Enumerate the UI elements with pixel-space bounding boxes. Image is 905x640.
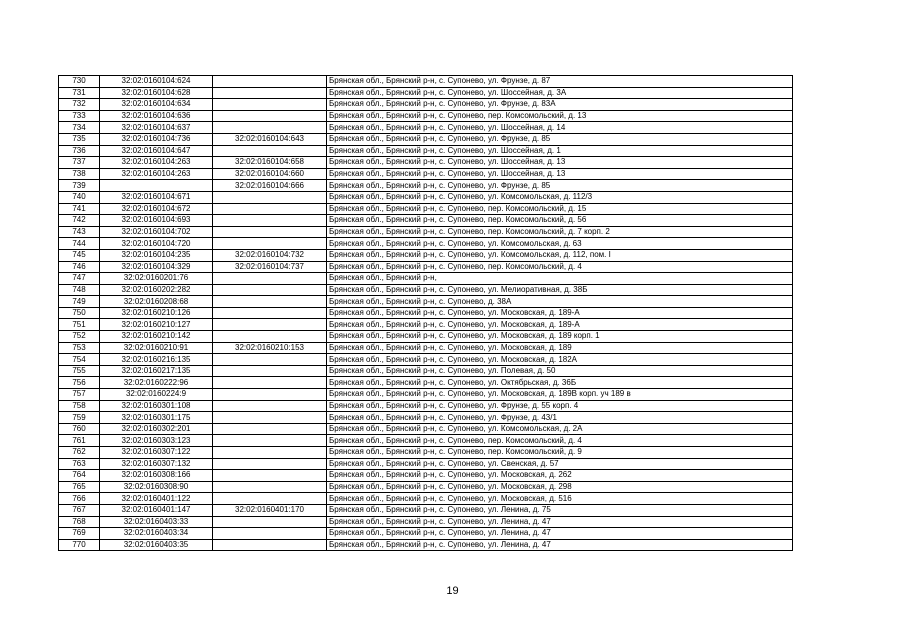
sub-cadastral-number [213,238,327,250]
table-row [59,377,793,389]
row-number: 737 [59,157,100,169]
row-number: 753 [59,342,100,354]
sub-cadastral-number: 32:02:0160104:737 [213,261,327,273]
row-number: 746 [59,261,100,273]
sub-cadastral-number [213,191,327,203]
row-number: 760 [59,423,100,435]
table-row [59,539,793,551]
table-row [59,470,793,482]
row-number: 739 [59,180,100,192]
sub-cadastral-number [213,389,327,401]
table-row [59,331,793,343]
row-number: 756 [59,377,100,389]
row-number: 743 [59,226,100,238]
cadastral-number: 32:02:0160210:91 [100,342,213,354]
table-row [59,284,793,296]
sub-cadastral-number [213,319,327,331]
address: Брянская обл., Брянский р-н, с. Супонево, пер. Комсомольский, д. 13 [327,110,793,122]
sub-cadastral-number [213,76,327,88]
table-row [59,261,793,273]
row-number: 738 [59,168,100,180]
table-row [59,435,793,447]
table-row [59,110,793,122]
table-row [59,504,793,516]
cadastral-number: 32:02:0160216:135 [100,354,213,366]
table-row [59,412,793,424]
table-row [59,307,793,319]
sub-cadastral-number: 32:02:0160104:660 [213,168,327,180]
table-body [59,76,793,551]
sub-cadastral-number [213,528,327,540]
sub-cadastral-number [213,215,327,227]
cadastral-number: 32:02:0160104:636 [100,110,213,122]
table-row [59,400,793,412]
row-number: 762 [59,447,100,459]
table-row [59,354,793,366]
table-row [59,296,793,308]
sub-cadastral-number [213,377,327,389]
cadastral-number: 32:02:0160401:122 [100,493,213,505]
table-row [59,319,793,331]
table-row [59,215,793,227]
address: Брянская обл., Брянский р-н, с. Супонево, пер. Комсомольский, д. 7 корп. 2 [327,226,793,238]
table-row [59,447,793,459]
sub-cadastral-number [213,203,327,215]
address: Брянская обл., Брянский р-н, с. Супонево, ул. Мелиоративная, д. 38Б [327,284,793,296]
table-row [59,273,793,285]
address: Брянская обл., Брянский р-н, с. Супонево, ул. Ленина, д. 47 [327,516,793,528]
address: Брянская обл., Брянский р-н, с. Супонево, ул. Шоссейная, д. 1 [327,145,793,157]
address: Брянская обл., Брянский р-н, с. Супонево, ул. Московская, д. 298 [327,481,793,493]
cadastral-number: 32:02:0160104:693 [100,215,213,227]
address: Брянская обл., Брянский р-н, с. Супонево, д. 38А [327,296,793,308]
address: Брянская обл., Брянский р-н, с. Супонево, ул. Ленина, д. 75 [327,504,793,516]
cadastral-number: 32:02:0160208:68 [100,296,213,308]
row-number: 765 [59,481,100,493]
sub-cadastral-number [213,273,327,285]
table-row [59,516,793,528]
address: Брянская обл., Брянский р-н, с. Супонево, ул. Шоссейная, д. 13 [327,157,793,169]
row-number: 764 [59,470,100,482]
cadastral-number: 32:02:0160210:127 [100,319,213,331]
cadastral-number: 32:02:0160104:647 [100,145,213,157]
table-row [59,168,793,180]
table-row [59,76,793,88]
table-row [59,365,793,377]
sub-cadastral-number: 32:02:0160210:153 [213,342,327,354]
row-number: 736 [59,145,100,157]
address: Брянская обл., Брянский р-н, с. Супонево, ул. Комсомольская, д. 112/3 [327,191,793,203]
row-number: 733 [59,110,100,122]
sub-cadastral-number [213,145,327,157]
sub-cadastral-number [213,296,327,308]
table-row [59,203,793,215]
address: Брянская обл., Брянский р-н, с. Супонево, ул. Фрунзе, д. 87 [327,76,793,88]
cadastral-number: 32:02:0160104:624 [100,76,213,88]
table-row [59,458,793,470]
row-number: 749 [59,296,100,308]
address: Брянская обл., Брянский р-н, с. Супонево, ул. Октябрьская, д. 36Б [327,377,793,389]
address: Брянская обл., Брянский р-н, с. Супонево, ул. Фрунзе, д. 85 [327,133,793,145]
address: Брянская обл., Брянский р-н, с. Супонево, ул. Шоссейная, д. 3А [327,87,793,99]
address: Брянская обл., Брянский р-н, с. Супонево, ул. Комсомольская, д. 63 [327,238,793,250]
table-row [59,226,793,238]
table-row [59,191,793,203]
cadastral-number: 32:02:0160104:263 [100,168,213,180]
sub-cadastral-number [213,412,327,424]
address: Брянская обл., Брянский р-н, с. Супонево, ул. Свенская, д. 57 [327,458,793,470]
row-number: 747 [59,273,100,285]
cadastral-number: 32:02:0160104:235 [100,249,213,261]
cadastral-number: 32:02:0160308:166 [100,470,213,482]
address: Брянская обл., Брянский р-н, с. Супонево, ул. Полевая, д. 50 [327,365,793,377]
table-row [59,87,793,99]
cadastral-number: 32:02:0160104:263 [100,157,213,169]
cadastral-number: 32:02:0160201:76 [100,273,213,285]
sub-cadastral-number [213,435,327,447]
cadastral-number: 32:02:0160308:90 [100,481,213,493]
cadastral-number: 32:02:0160301:175 [100,412,213,424]
cadastral-number: 32:02:0160104:637 [100,122,213,134]
row-number: 741 [59,203,100,215]
page-number: 19 [446,585,459,597]
address: Брянская обл., Брянский р-н, с. Супонево, ул. Комсомольская, д. 112, пом. I [327,249,793,261]
cadastral-number: 32:02:0160403:33 [100,516,213,528]
address: Брянская обл., Брянский р-н, с. Супонево, ул. Фрунзе, д. 43/1 [327,412,793,424]
row-number: 768 [59,516,100,528]
row-number: 759 [59,412,100,424]
row-number: 751 [59,319,100,331]
row-number: 750 [59,307,100,319]
table-row [59,238,793,250]
sub-cadastral-number [213,354,327,366]
address: Брянская обл., Брянский р-н, с. Супонево, ул. Московская, д. 189-А [327,307,793,319]
row-number: 769 [59,528,100,540]
cadastral-number: 32:02:0160302:201 [100,423,213,435]
sub-cadastral-number [213,516,327,528]
address: Брянская обл., Брянский р-н, с. Супонево, ул. Шоссейная, д. 13 [327,168,793,180]
address: Брянская обл., Брянский р-н, с. Супонево, ул. Московская, д. 189-А [327,319,793,331]
cadastral-number: 32:02:0160217:135 [100,365,213,377]
row-number: 767 [59,504,100,516]
cadastral-number: 32:02:0160104:329 [100,261,213,273]
sub-cadastral-number [213,447,327,459]
row-number: 766 [59,493,100,505]
cadastral-number: 32:02:0160307:132 [100,458,213,470]
row-number: 742 [59,215,100,227]
sub-cadastral-number: 32:02:0160104:658 [213,157,327,169]
address: Брянская обл., Брянский р-н, с. Супонево, ул. Московская, д. 182А [327,354,793,366]
address: Брянская обл., Брянский р-н, с. Супонево, ул. Московская, д. 189В корп. уч 189 в [327,389,793,401]
sub-cadastral-number [213,284,327,296]
table-row [59,157,793,169]
row-number: 763 [59,458,100,470]
table-row [59,342,793,354]
sub-cadastral-number [213,122,327,134]
cadastral-number: 32:02:0160210:142 [100,331,213,343]
address: Брянская обл., Брянский р-н, [327,273,793,285]
table-row [59,528,793,540]
cadastral-number: 32:02:0160307:122 [100,447,213,459]
cadastral-number: 32:02:0160401:147 [100,504,213,516]
sub-cadastral-number: 32:02:0160104:666 [213,180,327,192]
sub-cadastral-number [213,365,327,377]
address: Брянская обл., Брянский р-н, с. Супонево, ул. Ленина, д. 47 [327,539,793,551]
cadastral-number: 32:02:0160104:672 [100,203,213,215]
sub-cadastral-number: 32:02:0160104:732 [213,249,327,261]
table-row [59,145,793,157]
address: Брянская обл., Брянский р-н, с. Супонево, ул. Московская, д. 189 [327,342,793,354]
table-row [59,249,793,261]
sub-cadastral-number [213,539,327,551]
table-row [59,481,793,493]
cadastral-number: 32:02:0160301:108 [100,400,213,412]
cadastral-number [100,180,213,192]
address: Брянская обл., Брянский р-н, с. Супонево, пер. Комсомольский, д. 56 [327,215,793,227]
address: Брянская обл., Брянский р-н, с. Супонево, ул. Фрунзе, д. 83А [327,99,793,111]
address: Брянская обл., Брянский р-н, с. Супонево, ул. Московская, д. 516 [327,493,793,505]
address: Брянская обл., Брянский р-н, с. Супонево, ул. Московская, д. 262 [327,470,793,482]
row-number: 757 [59,389,100,401]
address: Брянская обл., Брянский р-н, с. Супонево, ул. Фрунзе, д. 55 корп. 4 [327,400,793,412]
sub-cadastral-number [213,99,327,111]
row-number: 770 [59,539,100,551]
sub-cadastral-number: 32:02:0160104:643 [213,133,327,145]
table-row [59,389,793,401]
cadastral-number: 32:02:0160104:634 [100,99,213,111]
address: Брянская обл., Брянский р-н, с. Супонево, пер. Комсомольский, д. 15 [327,203,793,215]
sub-cadastral-number [213,423,327,435]
sub-cadastral-number: 32:02:0160401:170 [213,504,327,516]
row-number: 731 [59,87,100,99]
table-row [59,99,793,111]
sub-cadastral-number [213,110,327,122]
row-number: 758 [59,400,100,412]
sub-cadastral-number [213,458,327,470]
table-row [59,493,793,505]
row-number: 734 [59,122,100,134]
sub-cadastral-number [213,226,327,238]
table-row [59,122,793,134]
row-number: 735 [59,133,100,145]
sub-cadastral-number [213,331,327,343]
cadastral-number: 32:02:0160403:34 [100,528,213,540]
cadastral-number: 32:02:0160403:35 [100,539,213,551]
cadastral-number: 32:02:0160104:736 [100,133,213,145]
row-number: 752 [59,331,100,343]
cadastral-number: 32:02:0160224:9 [100,389,213,401]
address: Брянская обл., Брянский р-н, с. Супонево, ул. Фрунзе, д. 85 [327,180,793,192]
cadastral-table [58,75,793,551]
row-number: 754 [59,354,100,366]
row-number: 761 [59,435,100,447]
cadastral-number: 32:02:0160104:628 [100,87,213,99]
sub-cadastral-number [213,493,327,505]
sub-cadastral-number [213,481,327,493]
cadastral-number: 32:02:0160210:126 [100,307,213,319]
cadastral-number: 32:02:0160222:96 [100,377,213,389]
address: Брянская обл., Брянский р-н, с. Супонево, пер. Комсомольский, д. 4 [327,435,793,447]
row-number: 744 [59,238,100,250]
cadastral-number: 32:02:0160202:282 [100,284,213,296]
row-number: 732 [59,99,100,111]
table-row [59,423,793,435]
sub-cadastral-number [213,307,327,319]
row-number: 755 [59,365,100,377]
cadastral-number: 32:02:0160104:671 [100,191,213,203]
address: Брянская обл., Брянский р-н, с. Супонево, пер. Комсомольский, д. 4 [327,261,793,273]
cadastral-number: 32:02:0160104:702 [100,226,213,238]
address: Брянская обл., Брянский р-н, с. Супонево, пер. Комсомольский, д. 9 [327,447,793,459]
address: Брянская обл., Брянский р-н, с. Супонево, ул. Московская, д. 189 корп. 1 [327,331,793,343]
table-row [59,133,793,145]
address: Брянская обл., Брянский р-н, с. Супонево, ул. Шоссейная, д. 14 [327,122,793,134]
row-number: 730 [59,76,100,88]
address: Брянская обл., Брянский р-н, с. Супонево, ул. Комсомольская, д. 2А [327,423,793,435]
row-number: 740 [59,191,100,203]
sub-cadastral-number [213,87,327,99]
row-number: 745 [59,249,100,261]
row-number: 748 [59,284,100,296]
address: Брянская обл., Брянский р-н, с. Супонево, ул. Ленина, д. 47 [327,528,793,540]
cadastral-number: 32:02:0160104:720 [100,238,213,250]
cadastral-number: 32:02:0160303:123 [100,435,213,447]
sub-cadastral-number [213,400,327,412]
sub-cadastral-number [213,470,327,482]
table-row [59,180,793,192]
